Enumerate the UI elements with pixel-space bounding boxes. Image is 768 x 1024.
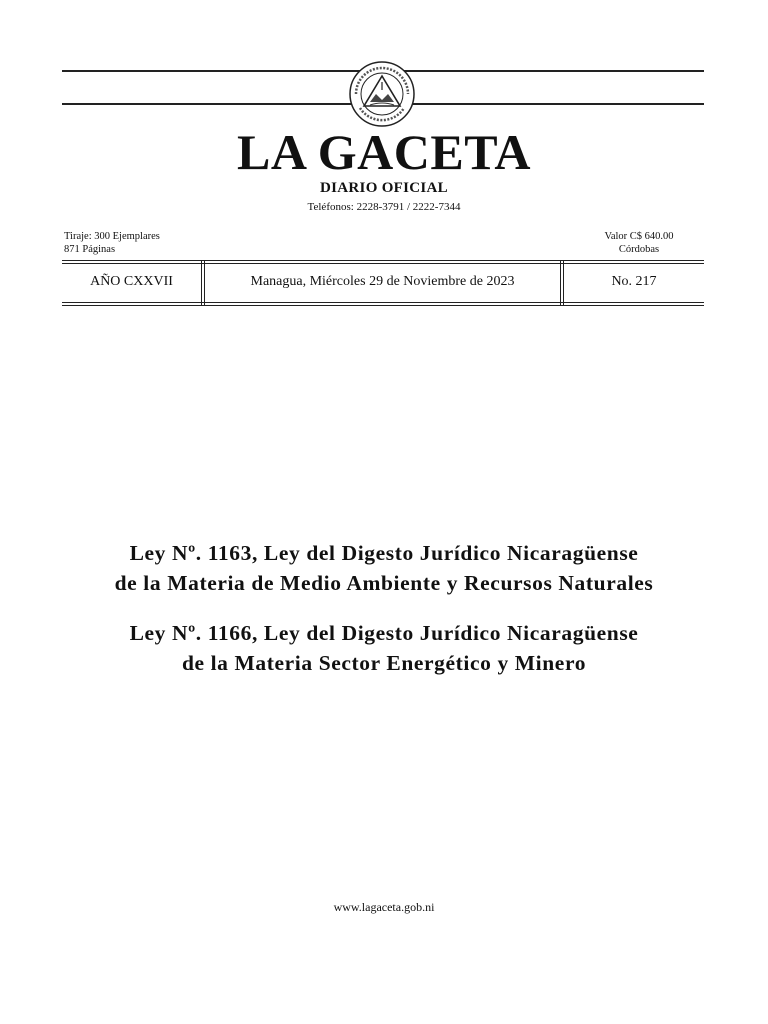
law-1166-line2: de la Materia Sector Energético y Minero bbox=[181, 651, 587, 675]
website-url: www.lagaceta.gob.ni bbox=[333, 900, 435, 914]
masthead-bottom-rule bbox=[62, 302, 704, 303]
masthead-divider-1a bbox=[201, 260, 202, 306]
coat-of-arms-icon bbox=[348, 60, 416, 128]
issue-date: Managua, Miércoles 29 de Noviembre de 2023 bbox=[250, 274, 515, 289]
price-info bbox=[594, 230, 684, 256]
masthead-bottom-rule-inner bbox=[62, 305, 704, 306]
coat-of-arms-seal bbox=[348, 60, 416, 128]
phone-numbers: Teléfonos: 2228-3791 / 2222-7344 bbox=[307, 201, 461, 213]
masthead-top-rule bbox=[62, 260, 704, 261]
masthead-top-rule-inner bbox=[62, 263, 704, 264]
law-1166-heading bbox=[0, 618, 768, 678]
circulation: Tiraje: 300 Ejemplares bbox=[64, 231, 160, 242]
newspaper-subtitle: DIARIO OFICIAL bbox=[320, 180, 448, 196]
circulation-info bbox=[64, 230, 160, 256]
issue-number: No. 217 bbox=[611, 274, 657, 289]
currency: Córdobas bbox=[618, 244, 660, 255]
law-1163-line1: Ley Nº. 1163, Ley del Digesto Jurídico Nicaragüense bbox=[129, 541, 639, 565]
newspaper-title: LA GACETA bbox=[237, 124, 531, 180]
price: Valor C$ 640.00 bbox=[604, 231, 674, 242]
law-1163-line2: de la Materia de Medio Ambiente y Recursos Naturales bbox=[114, 571, 654, 595]
page-count: 871 Páginas bbox=[64, 244, 116, 255]
law-1163-heading bbox=[0, 538, 768, 598]
masthead-divider-2a bbox=[560, 260, 561, 306]
law-1166-line1: Ley Nº. 1166, Ley del Digesto Jurídico Nicaragüense bbox=[129, 621, 639, 645]
masthead-bar bbox=[62, 260, 704, 306]
year-label: AÑO CXXVII bbox=[90, 274, 173, 289]
